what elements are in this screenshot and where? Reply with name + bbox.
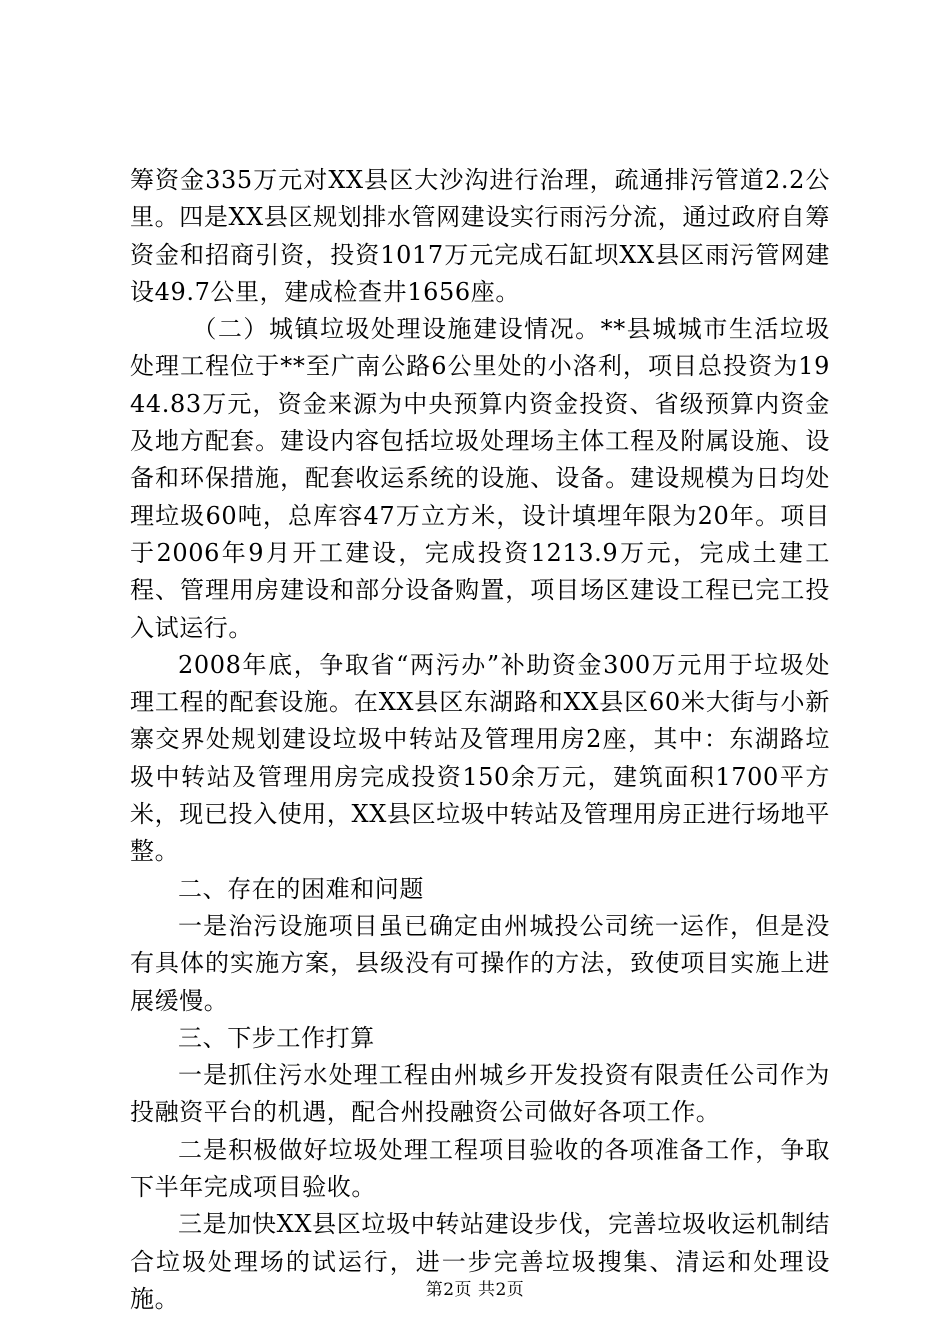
paragraph-difficulty-one: 一是治污设施项目虽已确定由州城投公司统一运作，但是没有具体的实施方案，县级没有可操作的方法，致使项目实施上进展缓慢。	[130, 911, 830, 1015]
paragraph-2008-funding: 2008年底，争取省“两污办”补助资金300万元用于垃圾处理工程的配套设施。在XX县区东湖路和XX县区60米大街与小新寨交界处规划建设垃圾中转站及管理用房2座，其中：东湖路垃圾中转站及管理用房完成投资150余万元，建筑面积1700平方米，现已投入使用，XX县区垃圾中转站及管理用房正进行场地平整。	[130, 650, 830, 866]
paragraph-continuation: 筹资金335万元对XX县区大沙沟进行治理，疏通排污管道2.2公里。四是XX县区规划排水管网建设实行雨污分流，通过政府自筹资金和招商引资，投资1017万元完成石缸坝XX县区雨污管网建设49.7公里，建成检查井1656座。	[130, 166, 830, 306]
section-heading-difficulties: 二、存在的困难和问题	[178, 874, 424, 903]
paragraph-plan-three: 三是加快XX县区垃圾中转站建设步伐，完善垃圾收运机制结合垃圾处理场的试运行，进一步完善垃圾搜集、清运和处理设施。	[130, 1210, 830, 1313]
paragraph-plan-two: 二是积极做好垃圾处理工程项目验收的各项准备工作，争取下半年完成项目验收。	[130, 1135, 830, 1202]
page-number-footer: 第2页 共2页	[425, 1280, 525, 1300]
section-heading-next-steps: 三、下步工作打算	[178, 1023, 375, 1052]
paragraph-garbage-facilities: （二）城镇垃圾处理设施建设情况。**县城城市生活垃圾处理工程位于**至广南公路6公里处的小洛利，项目总投资为1944.83万元，资金来源为中央预算内资金投资、省级预算内资金及地方配套。建设内容包括垃圾处理场主体工程及附属设施、设备和环保措施，配套收运系统的设施、设备。建设规模为日均处理垃圾60吨，总库容47万立方米，设计填埋年限为20年。项目于2006年9月开工建设，完成投资1213.9万元，完成土建工程、管理用房建设和部分设备购置，项目场区建设工程已完工投入试运行。	[130, 315, 830, 642]
paragraph-plan-one: 一是抓住污水处理工程由州城乡开发投资有限责任公司作为投融资平台的机遇，配合州投融资公司做好各项工作。	[130, 1061, 830, 1127]
document-body	[130, 162, 830, 1318]
